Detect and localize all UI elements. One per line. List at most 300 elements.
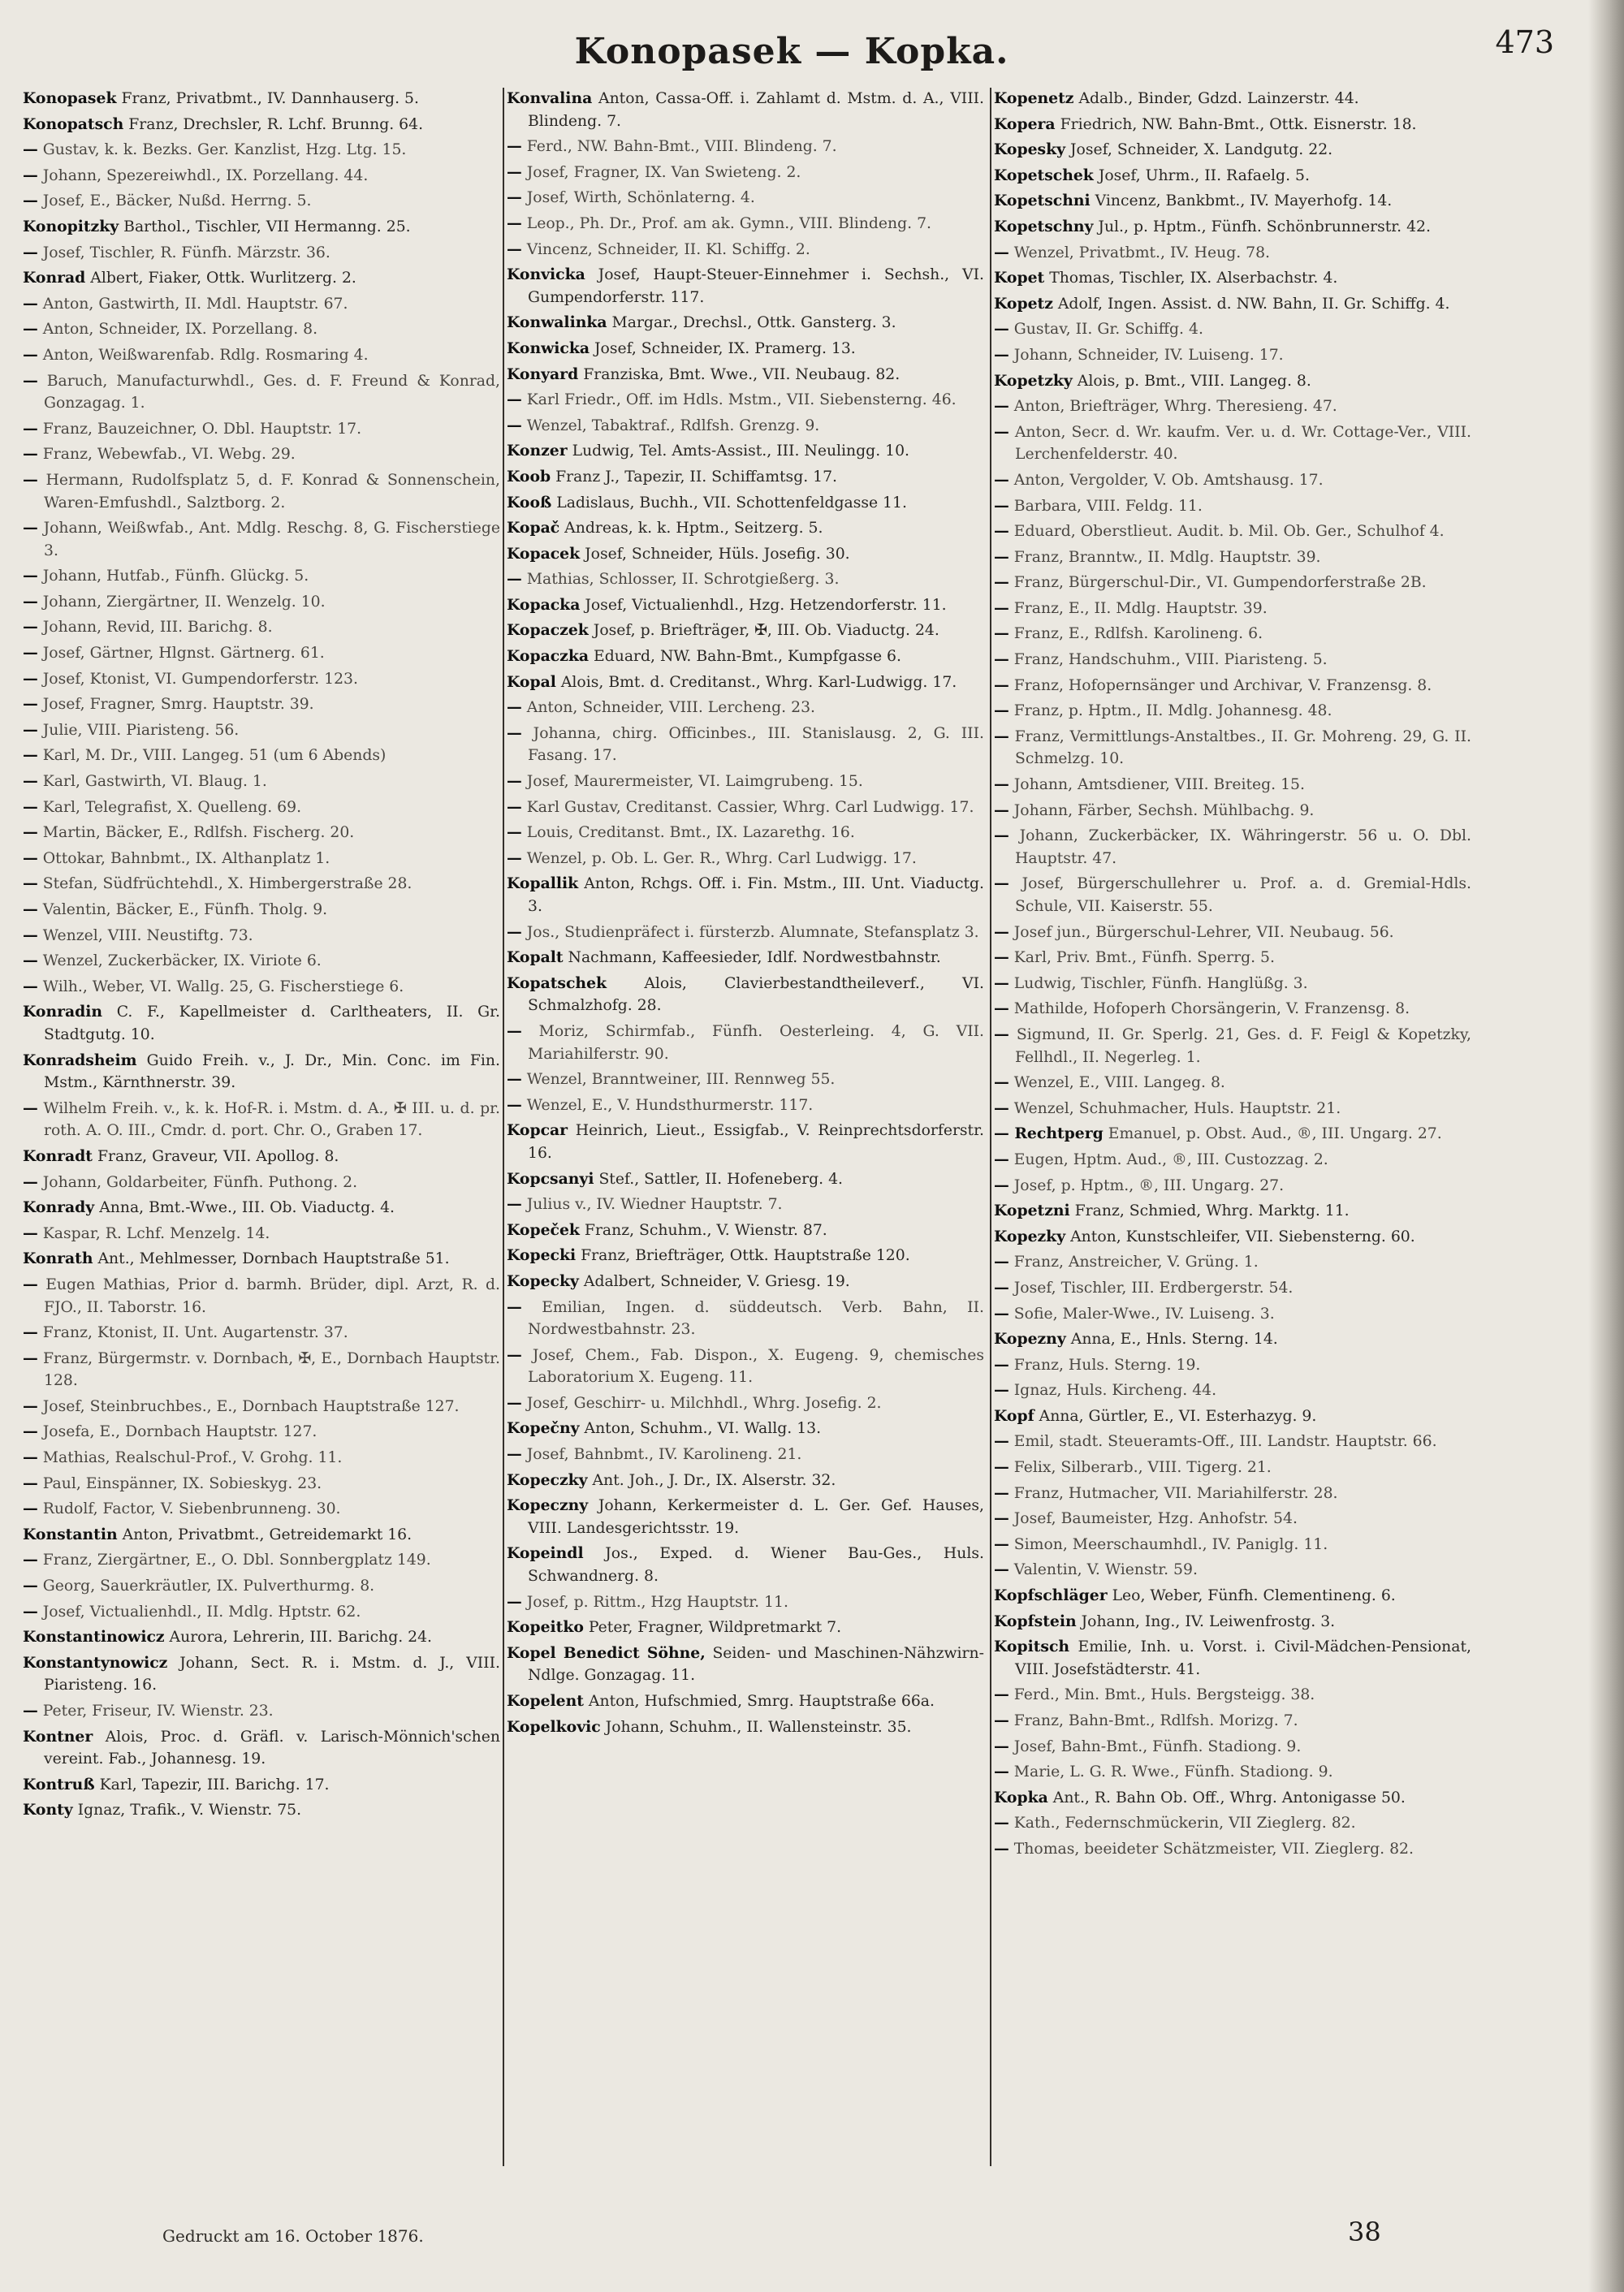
entry-details: Johann, Hutfab., Fünfh. Glückg. 5. [42, 568, 309, 585]
entry-details: Ignaz, Huls. Kircheng. 44. [1013, 1382, 1217, 1400]
entry-details: Anton, Briefträger, Whrg. Theresieng. 47. [1013, 398, 1337, 416]
entry-details: Wilhelm Freih. v., k. k. Hof-R. i. Mstm. d. A., ✠ III. u. d. pr. roth. A. O. III., Cmdr. d. port. Chr. O., Graben 17. [43, 1099, 500, 1140]
entry-surname: Kopelent [507, 1692, 584, 1710]
directory-entry [507, 645, 984, 668]
directory-entry [507, 1021, 984, 1065]
directory-entry [23, 1248, 500, 1271]
entry-details: Karl, Gastwirth, VI. Blaug. 1. [42, 773, 267, 791]
entry-details: C. F., Kapellmeister d. Carltheaters, II. Gr. Stadtgutg. 10. [44, 1004, 500, 1043]
entry-details: Franz, Hutmacher, VII. Mariahilferstr. 28. [1013, 1484, 1338, 1502]
directory-entry [507, 619, 984, 642]
directory-entry [994, 700, 1471, 723]
directory-entry [23, 1098, 500, 1142]
entry-details: Josef, p. Rittm., Hzg Hauptstr. 11. [526, 1593, 788, 1611]
directory-entry [994, 947, 1471, 969]
directory-entry [23, 1348, 500, 1392]
directory-entry [994, 572, 1471, 594]
entry-surname: — [23, 1323, 38, 1342]
entry-surname: Kopetzky [994, 371, 1073, 390]
entry-details: Wenzel, Privatbmt., IV. Heug. 78. [1013, 244, 1271, 261]
directory-entry [994, 1277, 1471, 1300]
entry-details: Karl, Priv. Bmt., Fünfh. Sperrg. 5. [1013, 949, 1275, 967]
entry-details: Peter, Fragner, Wildpretmarkt 7. [588, 1619, 842, 1637]
entry-surname: Kopelkovic [507, 1717, 601, 1736]
directory-entry [994, 114, 1471, 136]
entry-surname: Kopač [507, 519, 560, 537]
entry-details: Karl Friedr., Off. im Hdls. Mstm., VII. Siebensterng. 46. [526, 391, 957, 409]
directory-entry [23, 242, 500, 265]
directory-entry [23, 719, 500, 742]
entry-details: Margar., Drechsl., Ottk. Gansterg. 3. [611, 314, 896, 332]
entry-details: Josef, Tischler, R. Fünfh. Märzstr. 36. [42, 244, 330, 261]
entry-surname: — [23, 519, 38, 537]
directory-entry [23, 616, 500, 639]
directory-entry [994, 88, 1471, 110]
entry-details: Johann, Schneider, IV. Luiseng. 17. [1013, 346, 1284, 364]
directory-entry [507, 1392, 984, 1415]
entry-surname: — [994, 397, 1009, 416]
entry-details: Josef, Schneider, X. Landgutg. 22. [1070, 141, 1333, 159]
entry-surname: — [23, 977, 38, 995]
directory-entry [507, 1168, 984, 1191]
entry-surname: Koob [507, 467, 551, 486]
entry-details: Ludwig, Tel. Amts-Assist., III. Neulingg. 10. [572, 442, 910, 460]
entry-surname: — [23, 1474, 38, 1492]
entry-surname: — [507, 240, 522, 258]
entry-details: Mathilde, Hofoperh Chorsängerin, V. Franzensg. 8. [1013, 1000, 1410, 1018]
entry-surname: — [994, 1355, 1009, 1374]
entry-details: Ferd., NW. Bahn-Bmt., VIII. Blindeng. 7. [526, 138, 837, 156]
entry-surname: — [994, 1253, 1009, 1271]
entry-surname: — [994, 522, 1009, 541]
directory-entry [994, 1328, 1471, 1351]
entry-details: Franz, Hofopernsänger und Archivar, V. Franzensg. 8. [1013, 676, 1432, 694]
directory-entry [23, 925, 500, 947]
entry-surname: — [507, 1095, 522, 1114]
entry-surname: — [994, 1458, 1009, 1477]
entry-details: Stef., Sattler, II. Hofeneberg. 4. [598, 1170, 844, 1188]
entry-details: Josef, Haupt-Steuer-Einnehmer i. Sechsh., VI. Gumpendorferstr. 117. [528, 266, 984, 306]
entry-surname: — [23, 1349, 38, 1367]
entry-surname: — [23, 926, 38, 944]
entry-surname: — [994, 1763, 1009, 1781]
print-date-note: Gedruckt am 16. October 1876. [162, 2226, 424, 2246]
entry-surname: Konradt [23, 1146, 93, 1165]
entry-surname: — [23, 1448, 38, 1467]
directory-entry [994, 726, 1471, 770]
entry-surname: — [23, 1500, 38, 1518]
entry-details: Franz, Schmied, Whrg. Marktg. 11. [1074, 1202, 1350, 1220]
entry-details: Johann, Schuhm., II. Wallensteinstr. 35. [605, 1718, 912, 1736]
entry-details: Josef, Schneider, Hüls. Josefig. 30. [585, 545, 850, 563]
entry-surname: Kopcar [507, 1121, 568, 1140]
entry-surname: — [994, 827, 1009, 845]
directory-entry [507, 697, 984, 719]
entry-details: Anton, Privatbmt., Getreidemarkt 16. [122, 1526, 412, 1543]
directory-entry [994, 1508, 1471, 1530]
entry-details: Thomas, beeideter Schätzmeister, VII. Zieglerg. 82. [1013, 1840, 1414, 1858]
entry-surname: Konstantinowicz [23, 1628, 165, 1647]
entry-surname: Kopetschni [994, 192, 1091, 210]
directory-entry [507, 973, 984, 1017]
entry-surname: — [507, 162, 522, 181]
directory-entry [23, 745, 500, 767]
entry-details: Kath., Federnschmückerin, VII Zieglerg. 82. [1013, 1815, 1356, 1832]
entry-details: Karl, M. Dr., VIII. Langeg. 51 (um 6 Abends) [42, 747, 387, 765]
entry-surname: — Rechtperg [994, 1124, 1104, 1143]
entry-surname: — [23, 445, 38, 464]
entry-details: Franz, Handschuhm., VIII. Piaristeng. 5. [1013, 651, 1328, 669]
entry-surname: Kopalt [507, 948, 564, 967]
directory-entry [994, 216, 1471, 239]
directory-entry [507, 1418, 984, 1440]
entry-details: Anton, Hufschmied, Smrg. Hauptstraße 66a. [588, 1693, 935, 1710]
entry-details: Anton, Kunstschleifer, VII. Siebensterng. 60. [1070, 1228, 1415, 1245]
entry-details: Alois, Bmt. d. Creditanst., Whrg. Karl-Ludwigg. 17. [560, 673, 957, 691]
entry-surname: — [994, 1534, 1009, 1553]
column-divider [990, 88, 991, 2166]
directory-entry [994, 1838, 1471, 1861]
entry-details: Franz, Schuhm., V. Wienstr. 87. [584, 1221, 827, 1239]
directory-entry [23, 216, 500, 239]
entry-details: Felix, Silberarb., VIII. Tigerg. 21. [1013, 1459, 1272, 1477]
entry-details: Johann, Ziergärtner, II. Wenzelg. 10. [42, 593, 326, 611]
entry-details: Valentin, V. Wienstr. 59. [1013, 1561, 1198, 1579]
entry-details: Franz J., Tapezir, II. Schiffamtsg. 17. [555, 468, 838, 486]
directory-entry [994, 1761, 1471, 1784]
entry-details: Karl, Tapezir, III. Barichg. 17. [99, 1776, 330, 1793]
entry-details: Anton, Gastwirth, II. Mdl. Hauptstr. 67. [42, 295, 348, 313]
directory-entry [23, 668, 500, 691]
entry-surname: Konvicka [507, 265, 585, 284]
entry-surname: — [23, 140, 38, 159]
entry-details: Jul., p. Hptm., Fünfh. Schönbrunnerstr. 42. [1098, 218, 1431, 235]
entry-surname: — [994, 573, 1009, 592]
entry-details: Louis, Creditanst. Bmt., IX. Lazarethg. 16. [526, 824, 855, 842]
entry-surname: Kopeczky [507, 1470, 588, 1489]
entry-surname: — [507, 570, 522, 589]
directory-entry [507, 1094, 984, 1117]
entry-surname: — [23, 320, 38, 339]
entry-surname: — [994, 243, 1009, 261]
directory-entry [994, 1251, 1471, 1274]
directory-entry [507, 1591, 984, 1614]
entry-details: Wenzel, E., V. Hundsthurmerstr. 117. [526, 1096, 814, 1114]
entry-details: Josef jun., Bürgerschul-Lehrer, VII. Neubaug. 56. [1013, 923, 1394, 941]
entry-surname: — [23, 1551, 38, 1569]
entry-surname: Kopera [994, 114, 1056, 133]
directory-entry [994, 1098, 1471, 1120]
directory-entry [507, 492, 984, 515]
entry-details: Franz, E., Rdlfsh. Karolineng. 6. [1013, 625, 1263, 643]
entry-details: Josef, Bürgerschullehrer u. Prof. a. d. Gremial-Hdls. Schule, VII. Kaiserstr. 55. [1015, 875, 1471, 915]
entry-details: Ant. Joh., J. Dr., IX. Alserstr. 32. [592, 1471, 836, 1489]
directory-entry [994, 1483, 1471, 1505]
directory-entry [23, 1322, 500, 1345]
entry-surname: Kooß [507, 493, 552, 511]
entry-surname: — [23, 1224, 38, 1242]
entry-surname: — [23, 874, 38, 893]
directory-entry [23, 848, 500, 870]
directory-entry [23, 1626, 500, 1649]
entry-surname: Kopatschek [507, 973, 607, 992]
entry-details: Ignaz, Trafik., V. Wienstr. 75. [77, 1802, 302, 1819]
entry-details: Johann, Amtsdiener, VIII. Breiteg. 15. [1013, 776, 1305, 794]
directory-entry [994, 598, 1471, 620]
entry-surname: Kontner [23, 1727, 93, 1746]
directory-entry [994, 1585, 1471, 1608]
directory-entry [994, 1354, 1471, 1377]
entry-details: Karl Gustav, Creditanst. Cassier, Whrg. Carl Ludwigg. 17. [526, 798, 974, 816]
entry-surname: Kopeček [507, 1220, 580, 1239]
entry-surname: — [23, 746, 38, 765]
entry-surname: — [23, 345, 38, 364]
directory-entry [994, 873, 1471, 917]
directory-entry [994, 318, 1471, 341]
directory-entry [507, 1716, 984, 1739]
page-spine-shadow [1588, 0, 1624, 2292]
directory-entry [994, 267, 1471, 290]
entry-details: Seiden- und Maschinen-Nähzwirn-Ndlge. Gonzagag. 11. [528, 1644, 984, 1685]
entry-surname: — [994, 422, 1009, 441]
entry-details: Franz, Ziergärtner, E., O. Dbl. Sonnbergplatz 149. [42, 1552, 431, 1569]
directory-entry [994, 1611, 1471, 1634]
entry-details: Johann, Revid, III. Barichg. 8. [42, 619, 273, 637]
entry-details: Josef, E., Bäcker, Nußd. Herrng. 5. [42, 192, 312, 210]
directory-entry [507, 822, 984, 844]
entry-surname: — [23, 1702, 38, 1720]
entry-details: Josef, Ktonist, VI. Gumpendorferstr. 123. [42, 670, 358, 688]
entry-details: Wenzel, VIII. Neustiftg. 73. [42, 926, 253, 944]
entry-surname: — [23, 470, 38, 489]
entry-surname: Kopetschek [994, 166, 1094, 184]
entry-details: Josef, Bahnbmt., IV. Karolineng. 21. [526, 1446, 802, 1464]
directory-entry [507, 543, 984, 566]
entry-surname: Konrad [23, 269, 86, 287]
entry-details: Alois, Proc. d. Gräfl. v. Larisch-Mönnich'schen vereint. Fab., Johannesg. 19. [44, 1728, 500, 1768]
directory-entry [507, 88, 984, 132]
entry-details: Ferd., Min. Bmt., Huls. Bergsteigg. 38. [1013, 1686, 1315, 1704]
directory-entry [507, 466, 984, 489]
directory-entry [23, 1447, 500, 1470]
entry-surname: — [23, 1422, 38, 1441]
entry-surname: Kopaczek [507, 621, 589, 640]
entry-surname: Konwalinka [507, 313, 607, 332]
directory-entry [994, 520, 1471, 543]
directory-entry [994, 1072, 1471, 1094]
entry-surname: — [507, 137, 522, 156]
entry-surname: — [23, 1396, 38, 1415]
entry-surname: Kopcsanyi [507, 1169, 594, 1188]
page-number: 473 [1495, 24, 1554, 60]
directory-entry [507, 1271, 984, 1293]
sheet-signature-mark: 38 [1348, 2216, 1381, 2247]
directory-entry [507, 187, 984, 209]
entry-details: Mathias, Schlosser, II. Schrotgießerg. 3. [526, 571, 840, 589]
entry-details: Stefan, Südfrüchtehdl., X. Himbergerstraße 28. [42, 875, 412, 893]
entry-surname: — [994, 470, 1009, 489]
entry-details: Karl, Telegrafist, X. Quelleng. 69. [42, 798, 302, 816]
entry-surname: — [994, 948, 1009, 967]
entry-details: Georg, Sauerkräutler, IX. Pulverthurmg. 8. [42, 1578, 375, 1595]
entry-details: Guido Freih. v., J. Dr., Min. Conc. im Fin. Mstm., Kärnthnerstr. 39. [44, 1051, 500, 1092]
entry-surname: — [23, 1275, 38, 1293]
directory-entry [994, 1200, 1471, 1223]
entry-surname: — [994, 598, 1009, 617]
entry-details: Alois, p. Bmt., VIII. Langeg. 8. [1077, 372, 1311, 390]
directory-entry [23, 1146, 500, 1168]
entry-details: Josef, Wirth, Schönlaterng. 4. [526, 189, 755, 207]
entry-surname: — [994, 1025, 1009, 1043]
column-divider [503, 88, 504, 2166]
directory-entry [994, 1226, 1471, 1249]
entry-surname: — [23, 720, 38, 739]
entry-details: Valentin, Bäcker, E., Fünfh. Tholg. 9. [42, 901, 328, 918]
page-title: Konopasek — Kopka. [574, 31, 1009, 72]
entry-details: Franz, Bauzeichner, O. Dbl. Hauptstr. 17. [42, 420, 362, 438]
directory-entry [507, 1345, 984, 1389]
directory-entry [994, 922, 1471, 944]
entry-details: Ant., R. Bahn Ob. Off., Whrg. Antonigasse 50. [1052, 1789, 1406, 1806]
directory-entry [994, 1636, 1471, 1681]
entry-details: Hermann, Rudolfsplatz 5, d. F. Konrad & Sonnenschein, Waren-Emfushdl., Salztborg. 2. [44, 471, 500, 511]
directory-entry [994, 1710, 1471, 1733]
entry-surname: Kopezky [994, 1227, 1066, 1245]
entry-surname: Kopezny [994, 1330, 1066, 1349]
entry-details: Julius v., IV. Wiedner Hauptstr. 7. [526, 1196, 783, 1214]
entry-surname: — [994, 775, 1009, 794]
directory-entry [994, 421, 1471, 466]
entry-surname: — [994, 801, 1009, 819]
entry-surname: — [994, 1381, 1009, 1400]
entry-details: Leo, Weber, Fünfh. Clementineng. 6. [1112, 1587, 1396, 1605]
entry-surname: — [994, 701, 1009, 720]
entry-surname: — [507, 698, 522, 717]
entry-surname: Konty [23, 1801, 73, 1819]
entry-surname: — [994, 1432, 1009, 1451]
entry-surname: Kopel Benedict Söhne, [507, 1643, 706, 1662]
entry-surname: Konopasek [23, 89, 117, 107]
entry-details: Nachmann, Kaffeesieder, Idlf. Nordwestbahnstr. [568, 949, 941, 967]
entry-details: Adalb., Binder, Gdzd. Lainzerstr. 44. [1078, 90, 1359, 107]
directory-entry [23, 139, 500, 162]
entry-surname: — [994, 320, 1009, 339]
entry-details: Aurora, Lehrerin, III. Barichg. 24. [169, 1629, 433, 1647]
entry-details: Franziska, Bmt. Wwe., VII. Neubaug. 82. [583, 365, 901, 383]
directory-entry [994, 1149, 1471, 1172]
directory-entry [507, 671, 984, 694]
entry-details: Anton, Vergolder, V. Ob. Amtshausg. 17. [1013, 471, 1324, 489]
entry-surname: — [994, 1278, 1009, 1297]
directory-entry [507, 1068, 984, 1091]
entry-surname: — [507, 848, 522, 867]
entry-details: Emilian, Ingen. d. süddeutsch. Verb. Bahn, II. Nordwestbahnstr. 23. [528, 1298, 984, 1339]
directory-entry [507, 796, 984, 819]
entry-surname: — [994, 1073, 1009, 1092]
entry-surname: — [23, 848, 38, 867]
entry-surname: — [23, 772, 38, 791]
entry-surname: Kopet [994, 269, 1045, 287]
entry-surname: Kopečny [507, 1419, 580, 1438]
entry-details: Franz, E., II. Mdlg. Hauptstr. 39. [1013, 599, 1268, 617]
entry-surname: — [994, 1150, 1009, 1168]
entry-surname: — [23, 371, 38, 390]
column-3 [994, 88, 1471, 2166]
entry-details: Eduard, NW. Bahn-Bmt., Kumpfgasse 6. [594, 648, 901, 666]
entry-details: Franz, Bahn-Bmt., Rdlfsh. Morizg. 7. [1013, 1712, 1298, 1729]
entry-surname: Konstantin [23, 1525, 118, 1543]
entry-details: Eugen, Hptm. Aud., ®, III. Custozzag. 2. [1013, 1150, 1328, 1168]
directory-entry [23, 267, 500, 290]
directory-entry [23, 1774, 500, 1797]
directory-entry [507, 568, 984, 591]
entry-surname: — [23, 166, 38, 184]
entry-surname: — [507, 391, 522, 409]
entry-details: Anton, Weißwarenfab. Rdlg. Rosmaring 4. [42, 346, 369, 364]
directory-entry [23, 1001, 500, 1046]
entry-surname: — [23, 1602, 38, 1621]
entry-details: Franz, Ktonist, II. Unt. Augartenstr. 37. [42, 1324, 348, 1342]
directory-entry [23, 822, 500, 844]
entry-details: Johann, Sect. R. i. Mstm. d. J., VIII. Piaristeng. 16. [44, 1654, 500, 1694]
entry-details: Baruch, Manufacturwhdl., Ges. d. F. Freund & Konrad, Gonzagag. 1. [44, 372, 500, 412]
entry-surname: — [994, 1686, 1009, 1704]
directory-entry [994, 998, 1471, 1021]
entry-surname: — [994, 874, 1009, 893]
directory-entry [23, 1172, 500, 1194]
entry-details: Anna, E., Hnls. Sterng. 14. [1070, 1331, 1278, 1349]
directory-entry [507, 162, 984, 184]
directory-entry [507, 364, 984, 386]
entry-surname: — [507, 214, 522, 232]
entry-details: Ottokar, Bahnbmt., IX. Althanplatz 1. [42, 849, 330, 867]
entry-details: Albert, Fiaker, Ottk. Wurlitzerg. 2. [90, 270, 356, 287]
entry-surname: — [994, 1711, 1009, 1729]
entry-details: Johann, Spezereiwhdl., IX. Porzellang. 44. [42, 166, 369, 184]
entry-surname: Kopfschläger [994, 1586, 1108, 1605]
directory-entry [507, 1690, 984, 1713]
directory-entry [507, 312, 984, 335]
entry-surname: — [994, 496, 1009, 515]
directory-entry [507, 1193, 984, 1216]
entry-surname: Konopatsch [23, 114, 124, 133]
entry-details: Franz, Huls. Sterng. 19. [1013, 1356, 1201, 1374]
entry-details: Franz, Branntw., II. Mdlg. Hauptstr. 39. [1013, 548, 1321, 566]
entry-surname: — [994, 1737, 1009, 1755]
directory-entry [507, 1642, 984, 1687]
directory-entry [994, 344, 1471, 367]
directory-entry [994, 370, 1471, 393]
directory-entry [23, 1601, 500, 1624]
entry-details: Josef, Fragner, IX. Van Swieteng. 2. [526, 163, 801, 181]
page-header [0, 24, 1583, 76]
entry-details: Johann, Ing., IV. Leiwenfrostg. 3. [1081, 1612, 1336, 1630]
directory-entry [507, 1470, 984, 1492]
directory-entry [23, 976, 500, 999]
entry-details: Ant., Mehlmesser, Dornbach Hauptstraße 51. [97, 1250, 450, 1268]
directory-entry [23, 344, 500, 367]
entry-details: Eduard, Oberstlieut. Audit. b. Mil. Ob. Ger., Schulhof 4. [1013, 523, 1445, 541]
entry-surname: Kopesky [994, 140, 1066, 159]
entry-details: Gustav, II. Gr. Schiffg. 4. [1013, 321, 1203, 339]
entry-details: Josef, Gärtner, Hlgnst. Gärtnerg. 61. [42, 645, 325, 663]
entry-details: Ladislaus, Buchh., VII. Schottenfeldgasse 11. [556, 494, 907, 511]
directory-entry [994, 395, 1471, 418]
directory-entry [507, 770, 984, 793]
entry-details: Josef, Schneider, IX. Pramerg. 13. [594, 339, 856, 357]
directory-entry [507, 1120, 984, 1164]
entry-details: Anna, Gürtler, E., VI. Esterhazyg. 9. [1039, 1407, 1317, 1425]
